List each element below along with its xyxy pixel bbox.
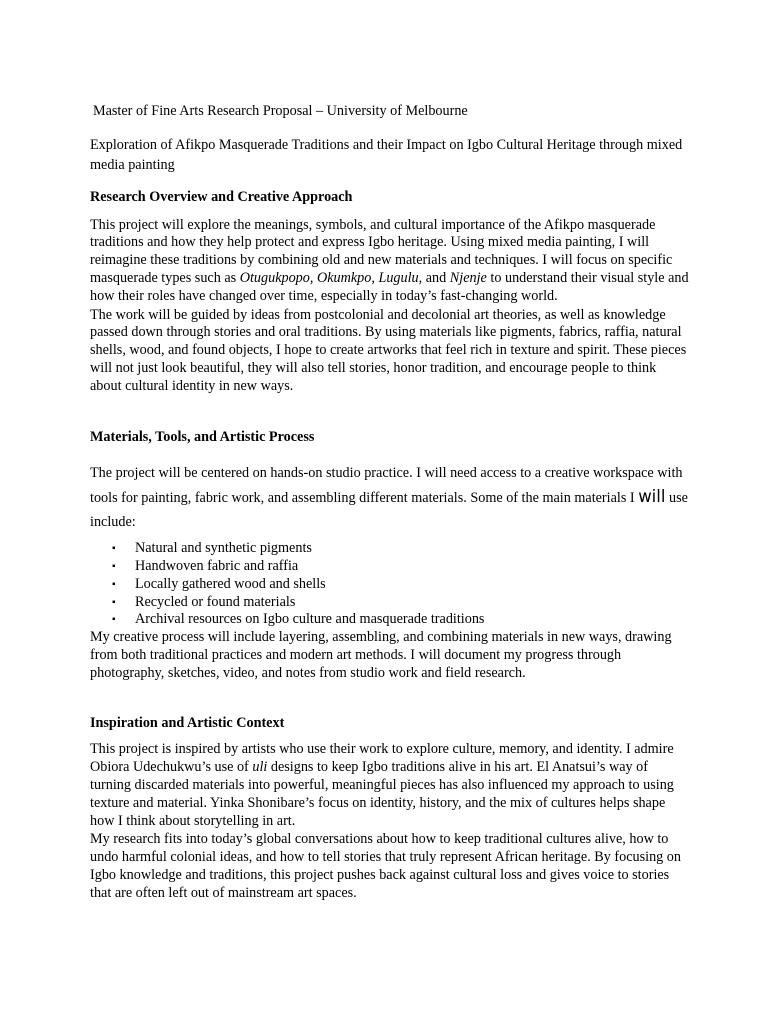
materials-intro-paragraph <box>90 461 690 535</box>
list-item-text: Recycled or found materials <box>135 593 296 610</box>
list-item <box>90 540 690 558</box>
square-bullet-icon: ▪ <box>112 596 116 608</box>
document-page <box>90 103 690 903</box>
masquerade-term: Okumkpo <box>316 270 372 286</box>
square-bullet-icon: ▪ <box>112 543 116 555</box>
masquerade-term: Njenje <box>449 270 487 286</box>
paragraph-text: use include: <box>90 489 688 531</box>
list-item-text: Handwoven fabric and raffia <box>135 558 299 575</box>
research-overview-paragraph-2: The work will be guided by ideas from postcolonial and decolonial art theories, as well as knowledge passed down through stories and oral traditions. By using materials like pigments, fabrics, raffia, natural shells, wood, and found objects, I hope to create artworks that feel rich in texture and spirit. These pieces will not just look beautiful, they will also tell stories, honor tradition, and encourage people to think about cultural identity in new ways. <box>90 306 687 394</box>
list-item-text: Archival resources on Igbo culture and masquerade traditions <box>135 611 485 628</box>
list-item <box>90 558 690 576</box>
materials-process-paragraph: My creative process will include layering, assembling, and combining materials in new ways, drawing from both traditional practices and modern art methods. I will document my progress through photography, sketches, video, and notes from studio work and field research. <box>90 628 672 681</box>
square-bullet-icon: ▪ <box>112 578 116 590</box>
inspiration-paragraph-2: My research fits into today’s global conversations about how to keep traditional cultures alive, how to undo harmful colonial ideas, and how to tell stories that truly represent African heritage. By focusing on Igbo knowledge and traditions, this project pushes back against cultural loss and gives voice to stories that are often left out of mainstream art spaces. <box>90 831 681 901</box>
paragraph-text: designs to keep Igbo traditions alive in his art. El Anatsui’s way of turning discarded materials into powerful, meaningful pieces has also influenced my approach to using texture and material. Yinka Shonibare’s focus on identity, history, and the mix of cultures helps shape how I think about storytelling in art. <box>90 759 674 829</box>
square-bullet-icon: ▪ <box>112 561 116 573</box>
paragraph-text: This project is inspired by artists who use their work to explore culture, memory, and identity. I admire Obiora Udechukwu’s use of <box>90 741 674 776</box>
list-item <box>90 576 690 594</box>
separator-text: , <box>309 270 317 286</box>
list-item-text: Natural and synthetic pigments <box>135 540 312 557</box>
list-item <box>90 594 690 612</box>
section-heading-research-overview: Research Overview and Creative Approach <box>90 188 353 205</box>
square-bullet-icon: ▪ <box>112 614 116 626</box>
emphasized-word: will <box>638 486 666 506</box>
masquerade-term: Lugulu <box>378 270 419 286</box>
uli-term: uli <box>252 759 268 776</box>
document-header-line: Master of Fine Arts Research Proposal – University of Melbourne <box>93 103 468 119</box>
paragraph-text: to understand their visual style and how their roles have changed over time, especially in today’s fast-changing world. <box>90 270 689 304</box>
document-subtitle: Exploration of Afikpo Masquerade Traditions and their Impact on Igbo Cultural Heritage through mixed media painting <box>90 136 683 174</box>
separator-text: , <box>371 270 379 286</box>
separator-text: , and <box>418 270 450 286</box>
masquerade-term: Otugukpopo <box>239 270 310 286</box>
materials-list <box>90 540 690 629</box>
list-item <box>90 611 690 629</box>
section-heading-inspiration: Inspiration and Artistic Context <box>90 715 285 732</box>
inspiration-paragraph-1 <box>90 741 690 830</box>
research-overview-paragraph-1 <box>90 217 690 306</box>
section-heading-materials: Materials, Tools, and Artistic Process <box>90 428 315 445</box>
paragraph-text: This project will explore the meanings, symbols, and cultural importance of the Afikpo masquerade traditions and how they help protect and express Igbo heritage. Using mixed media painting, I will reimagine these traditions by combining old and new materials and techniques. I will focus on specific masquerade types such as <box>90 216 673 286</box>
paragraph-text: The project will be centered on hands-on studio practice. I will need access to a creative workspace with tools for painting, fabric work, and assembling different materials. Some of the main materials I <box>90 464 683 506</box>
list-item-text: Locally gathered wood and shells <box>135 575 326 592</box>
